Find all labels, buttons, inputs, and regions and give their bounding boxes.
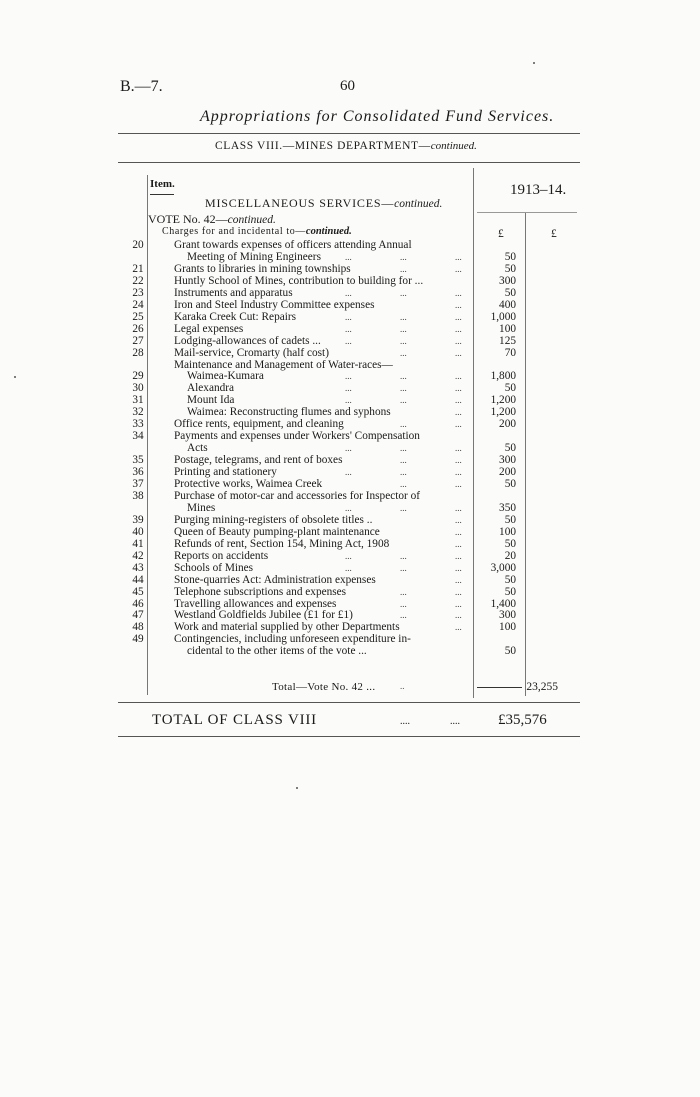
item-description: Purging mining-registers of obsolete titles .. bbox=[174, 513, 373, 526]
table-row bbox=[0, 431, 700, 443]
item-amount: 50 bbox=[504, 585, 516, 598]
item-number: 31 bbox=[132, 394, 144, 407]
item-amount: 50 bbox=[504, 573, 516, 586]
leader-dots: ... bbox=[400, 586, 407, 597]
item-description: Maintenance and Management of Water-races— bbox=[174, 358, 393, 371]
leader-dots: ... bbox=[455, 502, 462, 513]
item-description: Legal expenses bbox=[174, 322, 244, 335]
item-amount: 1,200 bbox=[490, 394, 516, 407]
item-description: Mines bbox=[187, 501, 216, 514]
item-amount: 3,000 bbox=[490, 561, 516, 574]
table-row bbox=[0, 503, 700, 515]
table-row bbox=[0, 360, 700, 372]
item-number: 48 bbox=[132, 621, 144, 634]
leader-dots: ... bbox=[455, 323, 462, 334]
scan-speck bbox=[14, 376, 16, 378]
item-amount: 100 bbox=[499, 621, 516, 634]
leader-dots: ... bbox=[455, 299, 462, 310]
item-description: Westland Goldfields Jubilee (£1 for £1) bbox=[174, 609, 353, 622]
item-amount: 50 bbox=[504, 513, 516, 526]
item-amount: 1,400 bbox=[490, 597, 516, 610]
leader-dots: ... bbox=[455, 514, 462, 525]
table-row bbox=[0, 348, 700, 360]
item-number: 44 bbox=[132, 573, 144, 586]
leader-dots: ... bbox=[455, 287, 462, 298]
leader-dots: ... bbox=[455, 586, 462, 597]
class-total-bottom-rule bbox=[118, 736, 580, 737]
item-description: cidental to the other items of the vote ... bbox=[187, 645, 367, 658]
year-header-rule bbox=[477, 212, 577, 213]
vote-heading-continued: continued. bbox=[227, 214, 276, 226]
item-number: 26 bbox=[132, 322, 144, 335]
vote-heading bbox=[148, 212, 276, 227]
leader-dots: ... bbox=[455, 347, 462, 358]
leader-dots: ... bbox=[400, 395, 407, 406]
item-amount: 50 bbox=[504, 645, 516, 658]
item-amount: 400 bbox=[499, 298, 516, 311]
leader-dots: ... bbox=[455, 526, 462, 537]
leader-dots: ... bbox=[455, 443, 462, 454]
leader-dots: ... bbox=[400, 443, 407, 454]
leader-dots: ... bbox=[400, 347, 407, 358]
leader-dots: ... bbox=[345, 323, 352, 334]
item-description: Grant towards expenses of officers attending Annual bbox=[174, 239, 412, 251]
class-total-leader-1: .... bbox=[400, 716, 410, 727]
item-number: 33 bbox=[132, 418, 144, 431]
scan-speck bbox=[296, 787, 298, 789]
item-description: Instruments and apparatus bbox=[174, 286, 293, 299]
class-total-top-rule bbox=[118, 702, 580, 703]
item-description: Grants to libraries in mining townships bbox=[174, 262, 351, 275]
item-description: Mail-service, Cromarty (half cost) bbox=[174, 346, 329, 359]
title-rule bbox=[118, 133, 580, 134]
item-amount: 50 bbox=[504, 262, 516, 275]
class-heading-text: CLASS VIII.—MINES DEPARTMENT— bbox=[215, 140, 431, 152]
item-description: Mount Ida bbox=[187, 394, 235, 407]
leader-dots: ... bbox=[455, 395, 462, 406]
leader-dots: ... bbox=[400, 251, 407, 262]
section-heading-text: MISCELLANEOUS SERVICES— bbox=[205, 196, 395, 210]
vote-total-label: Total—Vote No. 42 ... bbox=[272, 681, 376, 693]
table-row bbox=[0, 646, 700, 658]
vote-total-leader: .. bbox=[400, 681, 405, 691]
item-number: 35 bbox=[132, 454, 144, 467]
item-amount: 50 bbox=[504, 382, 516, 395]
leader-dots: ... bbox=[400, 263, 407, 274]
class-heading-continued: continued. bbox=[430, 140, 477, 152]
scan-speck bbox=[533, 62, 535, 64]
table-row bbox=[0, 455, 700, 467]
item-number: 25 bbox=[132, 310, 144, 323]
item-number: 30 bbox=[132, 382, 144, 395]
item-amount: 1,000 bbox=[490, 310, 516, 323]
leader-dots: ... bbox=[400, 335, 407, 346]
table-row bbox=[0, 407, 700, 419]
item-number: 23 bbox=[132, 286, 144, 299]
leader-dots: ... bbox=[455, 407, 462, 418]
leader-dots: ... bbox=[455, 371, 462, 382]
table-row bbox=[0, 240, 700, 252]
leader-dots: ... bbox=[400, 287, 407, 298]
leader-dots: ... bbox=[345, 550, 352, 561]
leader-dots: ... bbox=[345, 311, 352, 322]
item-description: Meeting of Mining Engineers bbox=[187, 250, 321, 263]
charges-heading-text: Charges for and incidental to— bbox=[162, 226, 306, 237]
leader-dots: ... bbox=[455, 383, 462, 394]
item-number: 28 bbox=[132, 346, 144, 359]
item-number: 22 bbox=[132, 274, 144, 287]
vote-heading-text: VOTE No. 42— bbox=[148, 212, 228, 226]
leader-dots: ... bbox=[345, 383, 352, 394]
table-row bbox=[0, 371, 700, 383]
item-number: 47 bbox=[132, 609, 144, 622]
leader-dots: ... bbox=[400, 502, 407, 513]
item-amount: 50 bbox=[504, 250, 516, 263]
item-number: 20 bbox=[132, 239, 144, 251]
table-top-rule bbox=[118, 162, 580, 163]
item-amount: 50 bbox=[504, 442, 516, 455]
item-amount: 20 bbox=[504, 549, 516, 562]
table-row bbox=[0, 551, 700, 563]
leader-dots: ... bbox=[400, 562, 407, 573]
item-number: 43 bbox=[132, 561, 144, 574]
item-description: Waimea-Kumara bbox=[187, 370, 264, 383]
item-description: Travelling allowances and expenses bbox=[174, 597, 337, 610]
leader-dots: ... bbox=[455, 610, 462, 621]
item-amount: 70 bbox=[504, 346, 516, 359]
item-amount: 350 bbox=[499, 501, 516, 514]
item-amount: 50 bbox=[504, 537, 516, 550]
item-header-underline bbox=[150, 194, 174, 195]
item-column-header: Item. bbox=[150, 178, 175, 190]
table-row bbox=[0, 312, 700, 324]
leader-dots: ... bbox=[400, 419, 407, 430]
leader-dots: ... bbox=[345, 287, 352, 298]
leader-dots: ... bbox=[455, 335, 462, 346]
leader-dots: ... bbox=[455, 538, 462, 549]
leader-dots: ... bbox=[455, 479, 462, 489]
table-row bbox=[0, 300, 700, 312]
item-description: Work and material supplied by other Departments bbox=[174, 621, 400, 634]
table-row bbox=[0, 467, 700, 479]
table-row bbox=[0, 491, 700, 503]
item-number: 41 bbox=[132, 537, 144, 550]
leader-dots: ... bbox=[345, 502, 352, 513]
item-number: 37 bbox=[132, 478, 144, 490]
item-amount: 200 bbox=[499, 418, 516, 431]
leader-dots: ... bbox=[400, 550, 407, 561]
vote-total-amount: 23,255 bbox=[526, 681, 558, 693]
item-description: Payments and expenses under Workers' Compensation bbox=[174, 430, 420, 443]
item-description: Contingencies, including unforeseen expenditure in- bbox=[174, 633, 411, 646]
currency-symbol-col1: £ bbox=[498, 228, 504, 240]
page-reference: B.—7. bbox=[120, 78, 163, 95]
item-number: 29 bbox=[132, 370, 144, 383]
item-number: 27 bbox=[132, 334, 144, 347]
leader-dots: ... bbox=[455, 467, 462, 478]
leader-dots: ... bbox=[455, 455, 462, 466]
item-description: Schools of Mines bbox=[174, 561, 254, 574]
leader-dots: ... bbox=[455, 574, 462, 585]
item-amount: 125 bbox=[499, 334, 516, 347]
item-number: 42 bbox=[132, 549, 144, 562]
class-total-label: TOTAL OF CLASS VIII bbox=[152, 712, 317, 728]
leader-dots: ... bbox=[345, 335, 352, 346]
table-row bbox=[0, 336, 700, 348]
class-total-leader-2: .... bbox=[450, 716, 460, 727]
item-amount: 100 bbox=[499, 525, 516, 538]
item-description: Office rents, equipment, and cleaning bbox=[174, 418, 344, 431]
table-row bbox=[0, 539, 700, 551]
item-description: Printing and stationery bbox=[174, 466, 277, 479]
charges-heading bbox=[162, 226, 352, 237]
leader-dots: ... bbox=[345, 371, 352, 382]
item-description: Alexandra bbox=[187, 382, 235, 395]
item-number: 40 bbox=[132, 525, 144, 538]
table-row bbox=[0, 276, 700, 288]
leader-dots: ... bbox=[400, 479, 407, 489]
item-description: Telephone subscriptions and expenses bbox=[174, 585, 347, 598]
item-description: Huntly School of Mines, contribution to building for ... bbox=[174, 274, 424, 287]
item-number: 36 bbox=[132, 466, 144, 479]
leader-dots: ... bbox=[455, 550, 462, 561]
item-description: Waimea: Reconstructing flumes and syphons bbox=[187, 406, 391, 419]
leader-dots: ... bbox=[455, 251, 462, 262]
class-heading bbox=[215, 140, 477, 152]
item-description: Protective works, Waimea Creek bbox=[174, 478, 323, 490]
item-description: Karaka Creek Cut: Repairs bbox=[174, 310, 297, 323]
section-heading-continued: continued. bbox=[394, 198, 443, 210]
leader-dots: ... bbox=[345, 395, 352, 406]
leader-dots: ... bbox=[400, 323, 407, 334]
class-total-amount: £35,576 bbox=[498, 712, 547, 728]
item-amount: 300 bbox=[499, 274, 516, 287]
currency-symbol-col2: £ bbox=[551, 228, 557, 240]
leader-dots: ... bbox=[400, 311, 407, 322]
item-number: 38 bbox=[132, 489, 144, 502]
table-row bbox=[0, 264, 700, 276]
item-amount: 200 bbox=[499, 466, 516, 479]
page-title: Appropriations for Consolidated Fund Services. bbox=[200, 108, 555, 125]
leader-dots: ... bbox=[400, 598, 407, 609]
vote-total-rule bbox=[477, 687, 522, 688]
leader-dots: ... bbox=[345, 443, 352, 454]
item-description: Queen of Beauty pumping-plant maintenance bbox=[174, 525, 380, 538]
table-row bbox=[0, 383, 700, 395]
page-number: 60 bbox=[340, 78, 355, 94]
item-number: 34 bbox=[132, 430, 144, 443]
item-amount: 1,800 bbox=[490, 370, 516, 383]
leader-dots: ... bbox=[400, 383, 407, 394]
item-description: Acts bbox=[187, 442, 208, 455]
item-number: 49 bbox=[132, 633, 144, 646]
item-amount: 1,200 bbox=[490, 406, 516, 419]
table-row bbox=[0, 527, 700, 539]
table-row bbox=[0, 324, 700, 336]
item-description: Purchase of motor-car and accessories for Inspector of bbox=[174, 489, 421, 502]
leader-dots: ... bbox=[400, 455, 407, 466]
item-description: Reports on accidents bbox=[174, 549, 269, 562]
item-description: Iron and Steel Industry Committee expenses bbox=[174, 298, 375, 311]
item-number: 39 bbox=[132, 513, 144, 526]
item-description: Refunds of rent, Section 154, Mining Act, 1908 bbox=[174, 537, 390, 550]
leader-dots: ... bbox=[345, 562, 352, 573]
table-row bbox=[0, 587, 700, 599]
section-heading bbox=[205, 196, 442, 211]
table-row bbox=[0, 575, 700, 587]
item-number: 32 bbox=[132, 406, 144, 419]
item-amount: 50 bbox=[504, 478, 516, 490]
table-row bbox=[0, 515, 700, 527]
table-row bbox=[0, 443, 700, 455]
table-row bbox=[0, 563, 700, 575]
leader-dots: ... bbox=[455, 419, 462, 430]
year-column-header: 1913–14. bbox=[510, 182, 567, 198]
item-description: Lodging-allowances of cadets ... bbox=[174, 334, 321, 347]
leader-dots: ... bbox=[400, 371, 407, 382]
item-number: 24 bbox=[132, 298, 144, 311]
item-number: 45 bbox=[132, 585, 144, 598]
leader-dots: ... bbox=[455, 622, 462, 633]
leader-dots: ... bbox=[455, 562, 462, 573]
item-amount: 300 bbox=[499, 609, 516, 622]
leader-dots: ... bbox=[455, 598, 462, 609]
leader-dots: ... bbox=[455, 311, 462, 322]
leader-dots: ... bbox=[455, 263, 462, 274]
leader-dots: ... bbox=[400, 610, 407, 621]
leader-dots: ... bbox=[345, 251, 352, 262]
item-amount: 100 bbox=[499, 322, 516, 335]
leader-dots: ... bbox=[400, 467, 407, 478]
leader-dots: ... bbox=[345, 467, 352, 478]
item-description: Postage, telegrams, and rent of boxes bbox=[174, 454, 343, 467]
table-row bbox=[0, 288, 700, 300]
item-number: 21 bbox=[132, 262, 144, 275]
item-number: 46 bbox=[132, 597, 144, 610]
item-amount: 300 bbox=[499, 454, 516, 467]
charges-heading-continued: continued. bbox=[305, 226, 352, 237]
item-amount: 50 bbox=[504, 286, 516, 299]
item-description: Stone-quarries Act: Administration expenses bbox=[174, 573, 376, 586]
